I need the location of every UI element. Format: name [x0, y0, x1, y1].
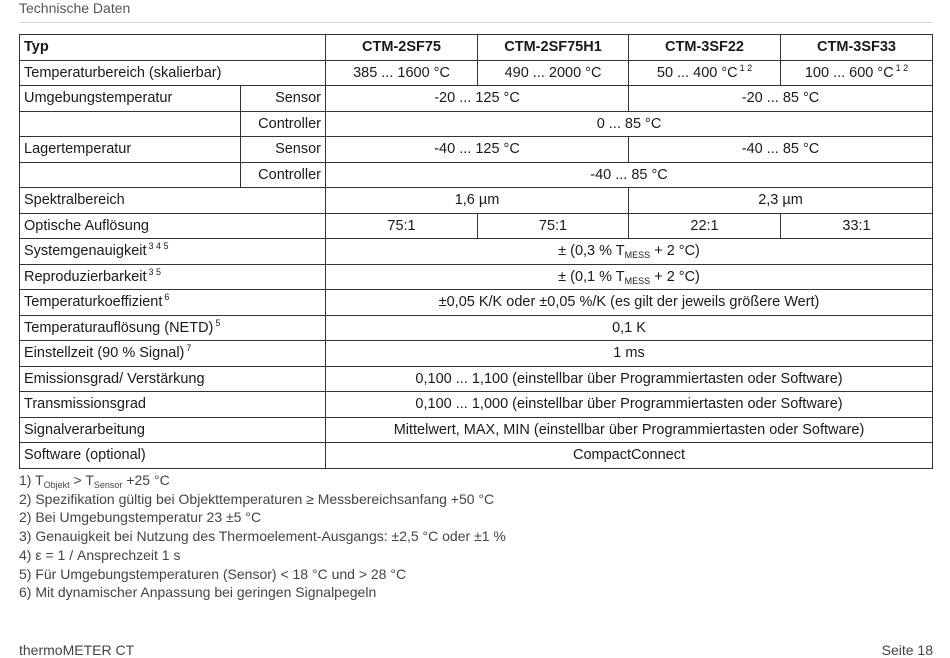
row-label — [20, 341, 326, 367]
table-row — [20, 290, 933, 316]
cell-value: CompactConnect — [326, 443, 933, 469]
row-label: Software (optional) — [20, 443, 326, 469]
cell-value: -40 ... 85 °C — [326, 162, 933, 188]
header-typ: Typ — [20, 35, 326, 61]
footnote-ref: 1 2 — [895, 62, 909, 73]
cell-value: 0,100 ... 1,100 (einstellbar über Programmiertasten oder Software) — [326, 366, 933, 392]
value-text: + 2 °C) — [650, 268, 700, 285]
footer-page-number: Seite 18 — [881, 642, 933, 658]
table-row — [20, 188, 933, 214]
table-row — [20, 443, 933, 469]
cell-text: 100 ... 600 °C — [804, 64, 894, 81]
footnote-ref: 3 5 — [148, 266, 162, 277]
spec-table — [19, 34, 933, 469]
row-label: Signalverarbeitung — [20, 417, 326, 443]
footnote-ref: 5 — [215, 317, 221, 328]
table-row — [20, 213, 933, 239]
cell-value: 1,6 µm — [326, 188, 629, 214]
footnote: 4) ε = 1 / Ansprechzeit 1 s — [19, 546, 181, 563]
table-row — [20, 315, 933, 341]
footnotes — [19, 471, 506, 602]
table-row — [20, 86, 933, 112]
table-row — [20, 392, 933, 418]
row-label-empty — [20, 162, 241, 188]
subscript: MESS — [624, 250, 651, 260]
table-row — [20, 239, 933, 265]
sub-label: Sensor — [241, 86, 326, 112]
cell-value: 0 ... 85 °C — [326, 111, 933, 137]
table-row — [20, 417, 933, 443]
subscript: MESS — [624, 275, 651, 286]
cell-text: 50 ... 400 °C — [656, 64, 738, 81]
footnote — [19, 471, 506, 490]
sub-label: Controller — [241, 162, 326, 188]
title-divider — [19, 22, 933, 23]
table-row — [20, 111, 933, 137]
label-text: Systemgenauigkeit — [24, 243, 147, 259]
row-label: Temperaturbereich (skalierbar) — [20, 60, 326, 86]
cell-value: 33:1 — [781, 213, 933, 239]
header-model-2: CTM-2SF75H1 — [478, 35, 629, 61]
row-label: Emissionsgrad/ Verstärkung — [20, 366, 326, 392]
cell-value: 0,1 K — [326, 315, 933, 341]
table-row — [20, 60, 933, 86]
cell-value — [326, 264, 933, 290]
cell-value: 2,3 µm — [629, 188, 933, 214]
row-label: Transmissionsgrad — [20, 392, 326, 418]
table-row — [20, 162, 933, 188]
table-row — [20, 341, 933, 367]
header-model-1: CTM-2SF75 — [326, 35, 478, 61]
cell-value: 75:1 — [478, 213, 629, 239]
cell-value: -40 ... 125 °C — [326, 137, 629, 163]
footnote-text: 1) T — [19, 472, 44, 488]
footnote: 6) Mit dynamischer Anpassung bei geringen Signalpegeln — [19, 584, 377, 601]
footnote-ref: 6 — [164, 292, 170, 302]
cell-value: 75:1 — [326, 213, 478, 239]
section-title: Technische Daten — [19, 0, 131, 16]
cell-value — [781, 60, 933, 86]
row-label: Lagertemperatur — [20, 137, 241, 163]
subscript: Sensor — [93, 480, 123, 490]
table-header-row — [20, 35, 933, 61]
footnote: 5) Für Umgebungstemperaturen (Sensor) < 18 °C und > 28 °C — [19, 565, 407, 582]
cell-value: -20 ... 85 °C — [629, 86, 933, 112]
cell-value: 0,100 ... 1,000 (einstellbar über Programmiertasten oder Software) — [326, 392, 933, 418]
footnote-ref: 1 2 — [739, 62, 753, 73]
label-text: Temperaturkoeffizient — [24, 294, 163, 310]
footnote-ref: 7 — [186, 343, 192, 353]
footer-product-name: thermoMETER CT — [19, 642, 135, 658]
cell-value — [326, 239, 933, 265]
value-text: ± (0,1 % T — [558, 268, 625, 285]
table-row — [20, 366, 933, 392]
row-label: Umgebungstemperatur — [20, 86, 241, 112]
cell-value: -20 ... 125 °C — [326, 86, 629, 112]
cell-value — [629, 60, 781, 86]
header-model-4: CTM-3SF33 — [781, 35, 933, 61]
cell-value: Mittelwert, MAX, MIN (einstellbar über Programmiertasten oder Software) — [326, 417, 933, 443]
cell-value: -40 ... 85 °C — [629, 137, 933, 163]
label-text: Temperaturauflösung (NETD) — [24, 319, 214, 336]
value-text: + 2 °C) — [650, 243, 700, 259]
footnote-text: +25 °C — [122, 472, 170, 488]
footnote-ref: 3 4 5 — [148, 241, 169, 251]
table-row — [20, 264, 933, 290]
footnote-text: > T — [69, 472, 94, 488]
sub-label: Controller — [241, 111, 326, 137]
row-label — [20, 239, 326, 265]
value-text: ± (0,3 % T — [558, 243, 625, 259]
cell-value: 490 ... 2000 °C — [478, 60, 629, 86]
cell-value: ±0,05 K/K oder ±0,05 %/K (es gilt der jeweils größere Wert) — [326, 290, 933, 316]
cell-value: 22:1 — [629, 213, 781, 239]
row-label: Spektralbereich — [20, 188, 326, 214]
row-label — [20, 264, 326, 290]
row-label-empty — [20, 111, 241, 137]
footnote: 3) Genauigkeit bei Nutzung des Thermoelement-Ausgangs: ±2,5 °C oder ±1 % — [19, 528, 506, 545]
row-label — [20, 290, 326, 316]
label-text: Reproduzierbarkeit — [24, 268, 147, 285]
label-text: Einstellzeit (90 % Signal) — [24, 345, 185, 361]
subscript: Objekt — [43, 480, 70, 490]
row-label — [20, 315, 326, 341]
footnote: 2) Spezifikation gültig bei Objekttemperaturen ≥ Messbereichsanfang +50 °C — [19, 490, 495, 507]
header-model-3: CTM-3SF22 — [629, 35, 781, 61]
cell-value: 385 ... 1600 °C — [326, 60, 478, 86]
row-label: Optische Auflösung — [20, 213, 326, 239]
table-row — [20, 137, 933, 163]
sub-label: Sensor — [241, 137, 326, 163]
footnote: 2) Bei Umgebungstemperatur 23 ±5 °C — [19, 509, 262, 526]
cell-value: 1 ms — [326, 341, 933, 367]
